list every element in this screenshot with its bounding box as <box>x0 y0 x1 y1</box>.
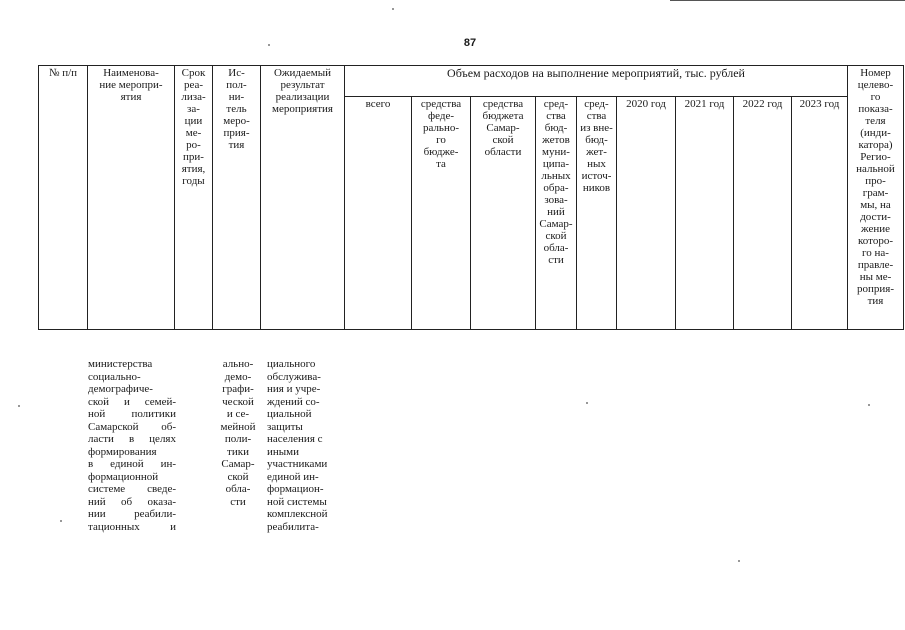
header-name: Наименова- ние меропри- ятия <box>88 66 175 330</box>
continuation-line: системе сведе- <box>88 483 176 495</box>
scan-speck <box>268 44 270 46</box>
continuation-line: тики <box>227 445 249 458</box>
header-expenditure-group: Объем расходов на выполнение мероприятий, тыс. рублей <box>345 66 848 97</box>
continuation-result <box>267 358 345 533</box>
continuation-line: ния и учре- <box>267 383 321 395</box>
continuation-line: мейной <box>220 420 256 433</box>
continuation-line: в единой ин- <box>88 458 176 470</box>
continuation-line: единой ин- <box>267 470 319 483</box>
header-number: № п/п <box>39 66 88 330</box>
continuation-name <box>88 358 176 533</box>
continuation-line: циальной <box>267 408 312 420</box>
continuation-executor <box>214 358 262 508</box>
scan-speck <box>392 8 394 10</box>
continuation-line: ской и семей- <box>88 395 176 408</box>
continuation-line: реабилита- <box>267 520 319 533</box>
header-year-2023: 2023 год <box>792 97 848 330</box>
scan-speck <box>60 520 62 522</box>
continuation-line: защиты <box>267 420 303 433</box>
continuation-line: министерства <box>88 358 153 370</box>
continuation-line: социально- <box>88 370 141 383</box>
continuation-line: ласти в целях <box>88 433 176 445</box>
header-term: Срок реа- лиза- за- ции ме- ро- при- ятия, годы <box>175 66 213 330</box>
continuation-line: формацион- <box>267 483 324 495</box>
header-year-2020: 2020 год <box>617 97 676 330</box>
continuation-line: участниками <box>267 458 328 470</box>
continuation-line: демо- <box>224 370 252 383</box>
continuation-line: ской <box>227 470 249 483</box>
continuation-line: обслужива- <box>267 370 321 383</box>
continuation-line: циального <box>267 358 316 370</box>
continuation-line: ной политики <box>88 408 176 420</box>
scan-speck <box>738 560 740 562</box>
header-offbudget: сред- ства из вне- бюд- жет- ных источ- ников <box>577 97 617 330</box>
header-regional-budget: средства бюджета Самар- ской области <box>471 97 536 330</box>
continuation-line: ний об оказа- <box>88 495 176 508</box>
continuation-line: обла- <box>225 483 251 495</box>
header-year-2022: 2022 год <box>734 97 792 330</box>
continuation-line: ной системы <box>267 495 327 508</box>
header-executor: Ис- пол- ни- тель меро- прия- тия <box>213 66 261 330</box>
header-year-2021: 2021 год <box>676 97 734 330</box>
continuation-line: ческой <box>222 395 254 408</box>
header-result: Ожидаемый результат реализации мероприятия <box>261 66 345 330</box>
scan-speck <box>586 402 588 404</box>
continuation-line: тационных и <box>88 520 176 533</box>
continuation-line: нии реабили- <box>88 508 176 520</box>
header-total: всего <box>345 97 412 330</box>
header-municipal-budget: сред- ства бюд- жетов муни- ципа- льных обра- зова- ний Самар- ской обла- сти <box>536 97 577 330</box>
continuation-line: населения с <box>267 433 323 445</box>
continuation-line: ждений со- <box>267 395 320 408</box>
header-indicator: Номер целево- го показа- теля (инди- катора) Регио- нальной про- грам- мы, на дости- жение которо- го на- правле- ны ме- роприя- тия <box>848 66 904 330</box>
expenditure-table <box>38 65 904 330</box>
continuation-line: формационной <box>88 470 159 483</box>
continuation-line: и се- <box>226 408 250 420</box>
continuation-line: иными <box>267 445 300 458</box>
continuation-line: поли- <box>224 433 252 445</box>
header-federal-budget: средства феде- рально- го бюдже- та <box>412 97 471 330</box>
scan-speck <box>18 405 20 407</box>
scan-speck <box>868 404 870 406</box>
continuation-line: формирования <box>88 445 157 458</box>
continuation-line: сти <box>230 495 246 508</box>
page-number: 87 <box>463 37 477 49</box>
scan-edge-line <box>670 0 905 1</box>
continuation-line: демографиче- <box>88 383 153 395</box>
continuation-line: графи- <box>222 383 254 395</box>
continuation-line: Самар- <box>221 458 255 470</box>
continuation-line: комплексной <box>267 508 328 520</box>
continuation-line: ально- <box>222 358 254 370</box>
continuation-line: Самарской об- <box>88 420 176 433</box>
